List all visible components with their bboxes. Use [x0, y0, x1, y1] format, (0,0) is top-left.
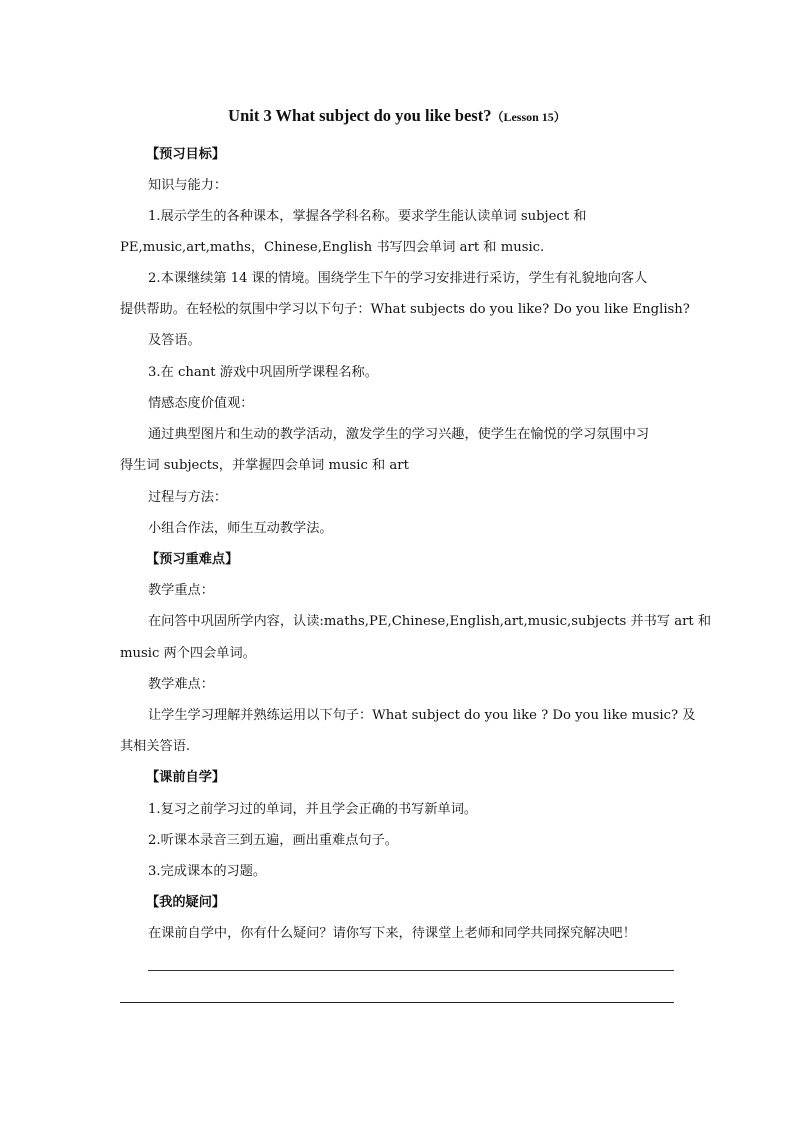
selfstudy-item-3: 3.完成课本的习题。 [148, 864, 267, 879]
process-text: 小组合作法，师生互动教学法。 [148, 521, 333, 536]
answer-line [148, 970, 674, 971]
selfstudy-item-2: 2.听课本录音三到五遍，画出重难点句子。 [148, 833, 398, 848]
difficulty-label: 教学难点： [148, 677, 214, 692]
knowledge-label: 知识与能力： [148, 178, 228, 193]
goals-heading: 【预习目标】 [146, 147, 226, 162]
difficulty-line2: 其相关答语. [120, 739, 191, 754]
title-main: Unit 3 What subject do you like best? [228, 106, 492, 125]
title-lesson: （Lesson 15） [491, 110, 566, 124]
selfstudy-item-1: 1.复习之前学习过的单词，并且学会正确的书写新单词。 [148, 802, 478, 817]
difficulty-line1: 让学生学习理解并熟练运用以下句子：What subject do you like ? Do you like music? 及 [148, 708, 696, 723]
focus-line1: 在问答中巩固所学内容，认读:maths,PE,Chinese,English,art,music,subjects 并书写 art 和 [148, 614, 712, 629]
process-label: 过程与方法： [148, 490, 228, 505]
bottom-rule [120, 1002, 674, 1003]
document-title [120, 106, 674, 126]
questions-heading: 【我的疑问】 [146, 895, 226, 910]
goal2-line3: 及答语。 [148, 333, 201, 348]
attitude-line2: 得生词 subjects，并掌握四会单词 music 和 art [120, 458, 409, 473]
selfstudy-heading: 【课前自学】 [146, 770, 226, 785]
goal1-line2: PE,music,art,maths，Chinese,English 书写四会单词 art 和 music. [120, 240, 545, 255]
questions-text: 在课前自学中，你有什么疑问？请你写下来，待课堂上老师和同学共同探究解决吧！ [148, 926, 636, 941]
focus-line2: music 两个四会单词。 [120, 646, 256, 661]
attitude-label: 情感态度价值观： [148, 396, 254, 411]
goal2-line1: 2.本课继续第 14 课的情境。围绕学生下午的学习安排进行采访，学生有礼貌地向客人 [148, 271, 648, 286]
goal3: 3.在 chant 游戏中巩固所学课程名称。 [148, 365, 378, 380]
attitude-line1: 通过典型图片和生动的教学活动，激发学生的学习兴趣，使学生在愉悦的学习氛围中习 [148, 427, 650, 442]
focus-label: 教学重点： [148, 583, 214, 598]
goal2-line2: 提供帮助。在轻松的氛围中学习以下句子：What subjects do you like? Do you like English? [120, 302, 690, 317]
goal1-line1: 1.展示学生的各种课本，掌握各学科名称。要求学生能认读单词 subject 和 [148, 209, 587, 224]
keypoints-heading: 【预习重难点】 [146, 552, 239, 567]
